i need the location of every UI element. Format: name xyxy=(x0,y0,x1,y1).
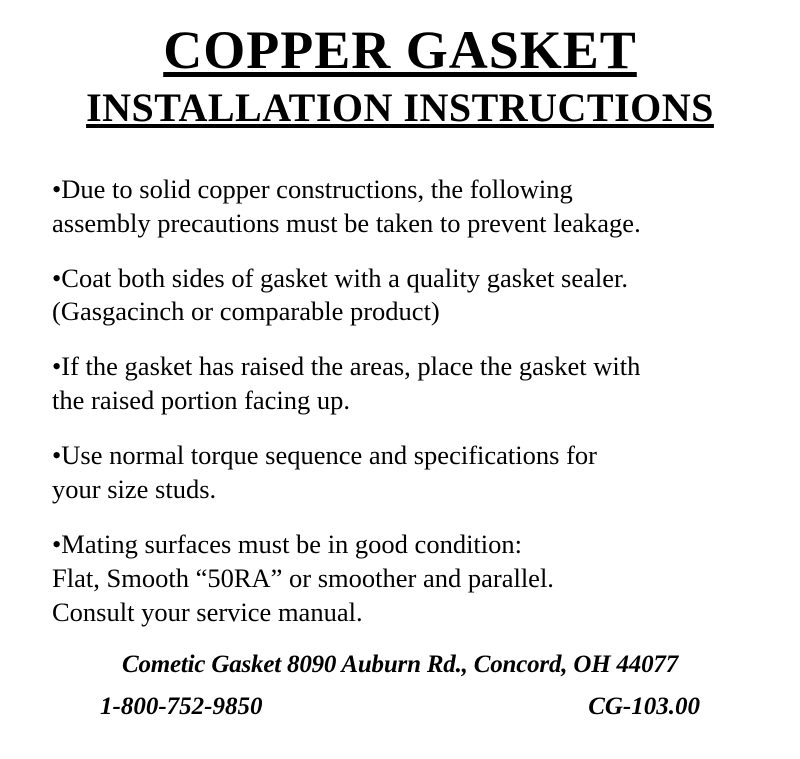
list-item-line: •Use normal torque sequence and specifications for xyxy=(52,440,597,471)
part-number: CG-103.00 xyxy=(588,693,700,720)
phone-number: 1-800-752-9850 xyxy=(100,693,263,720)
title-secondary: INSTALLATION INSTRUCTIONS xyxy=(86,84,714,130)
list-item-line: the raised portion facing up. xyxy=(52,385,351,416)
title-primary: COPPER GASKET xyxy=(163,20,637,80)
document-footer xyxy=(0,651,800,721)
list-item-line: •If the gasket has raised the areas, place the gasket with xyxy=(52,351,641,382)
list-item xyxy=(52,350,748,418)
list-item-line: your size studs. xyxy=(52,474,217,505)
list-item-line: Flat, Smooth “50RA” or smoother and parallel. xyxy=(52,562,554,593)
list-item xyxy=(52,262,748,330)
list-item-line: (Gasgacinch or comparable product) xyxy=(52,296,440,327)
list-item-line: •Coat both sides of gasket with a quality gasket sealer. xyxy=(52,262,628,293)
list-item-line: Consult your service manual. xyxy=(52,596,363,627)
list-item xyxy=(52,528,748,630)
list-item-line: •Mating surfaces must be in good condition: xyxy=(52,528,523,559)
company-address: Cometic Gasket 8090 Auburn Rd., Concord, OH 44077 xyxy=(122,651,678,678)
footer-row xyxy=(0,693,800,721)
list-item xyxy=(52,173,748,241)
list-item-line: •Due to solid copper constructions, the following xyxy=(52,173,573,204)
list-item-line: assembly precautions must be taken to prevent leakage. xyxy=(52,207,641,238)
document-title xyxy=(0,0,800,133)
instructions-list xyxy=(52,173,748,630)
list-item xyxy=(52,439,748,507)
